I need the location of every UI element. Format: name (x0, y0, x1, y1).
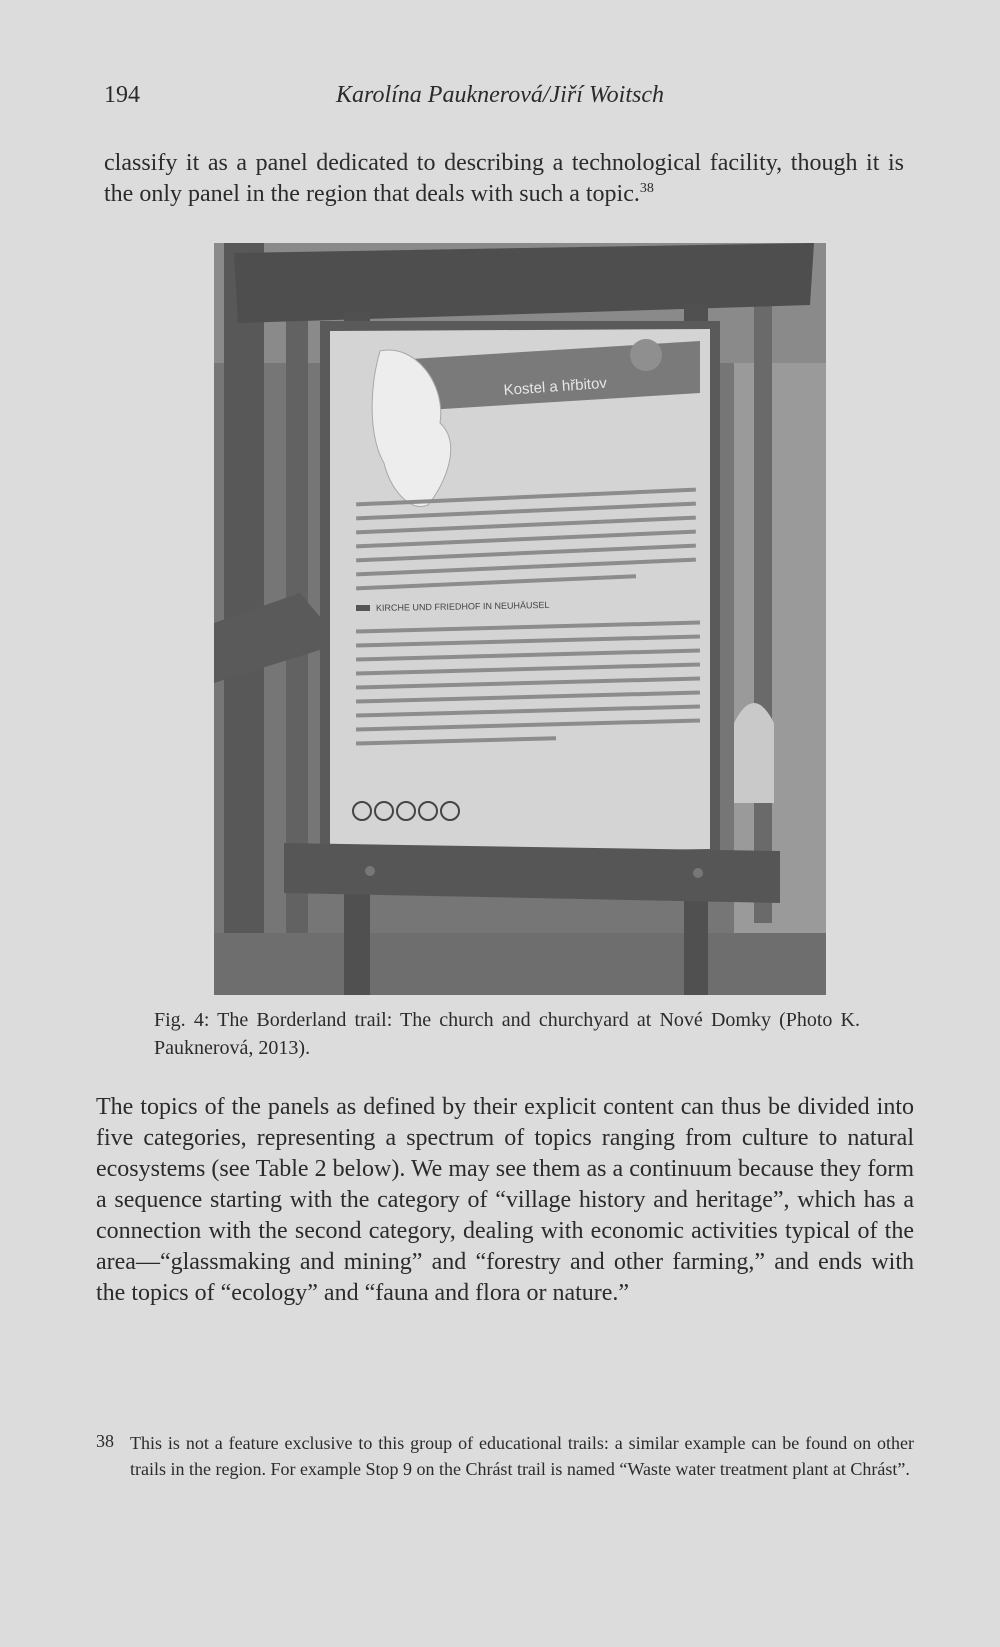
page-number: 194 (104, 82, 140, 108)
figure-caption: Fig. 4: The Borderland trail: The church and churchyard at Nové Domky (Photo K. Pauknerová, 2013). (154, 1009, 860, 1059)
paragraph-2: The topics of the panels as defined by their explicit content can thus be divided into five categories, representing a spectrum of topics ranging from culture to natural ecosystems (see Table 2 below). We may see them as a continuum because they form a sequence starting with the category of “village history and heritage”, which has a connection with the second category, dealing with economic activities typical of the area—“glassmaking and mining” and “forestry and other farming,” and ends with the topics of “ecology” and “fauna and flora or nature.” (96, 1094, 914, 1306)
photo-stone-marker (734, 703, 774, 803)
photo-beam-bolt (693, 868, 703, 878)
footnote-number: 38 (96, 1431, 114, 1451)
figure-photo (214, 243, 826, 995)
photo-beam-bolt (365, 866, 375, 876)
photo-board-heading-de: KIRCHE UND FRIEDHOF IN NEUHÄUSEL (375, 599, 550, 613)
photo-board-emblem (630, 339, 662, 371)
running-title: Karolína Pauknerová/Jiří Woitsch (336, 82, 664, 108)
footnote-text: This is not a feature exclusive to this group of educational trails: a similar example can be found on other trails in the region. For example Stop 9 on the Chrást trail is named “Waste water treatment plant at Chrást”. (130, 1433, 914, 1479)
photo-trail-panel (214, 243, 826, 995)
paragraph-1-text: classify it as a panel dedicated to describing a technological facility, though it is the only panel in the region that deals with such a topic. (104, 150, 904, 207)
running-head (104, 82, 904, 122)
photo-tree-trunk-right (754, 273, 772, 923)
paragraph-continued (104, 148, 904, 210)
photo-board-bullet (356, 605, 370, 611)
photo-board-heading-cz: Kostel a hřbitov (503, 374, 608, 399)
photo-ground (214, 933, 826, 995)
photo-bottom-beam (284, 843, 780, 903)
footnote-reference: 38 (639, 181, 654, 196)
